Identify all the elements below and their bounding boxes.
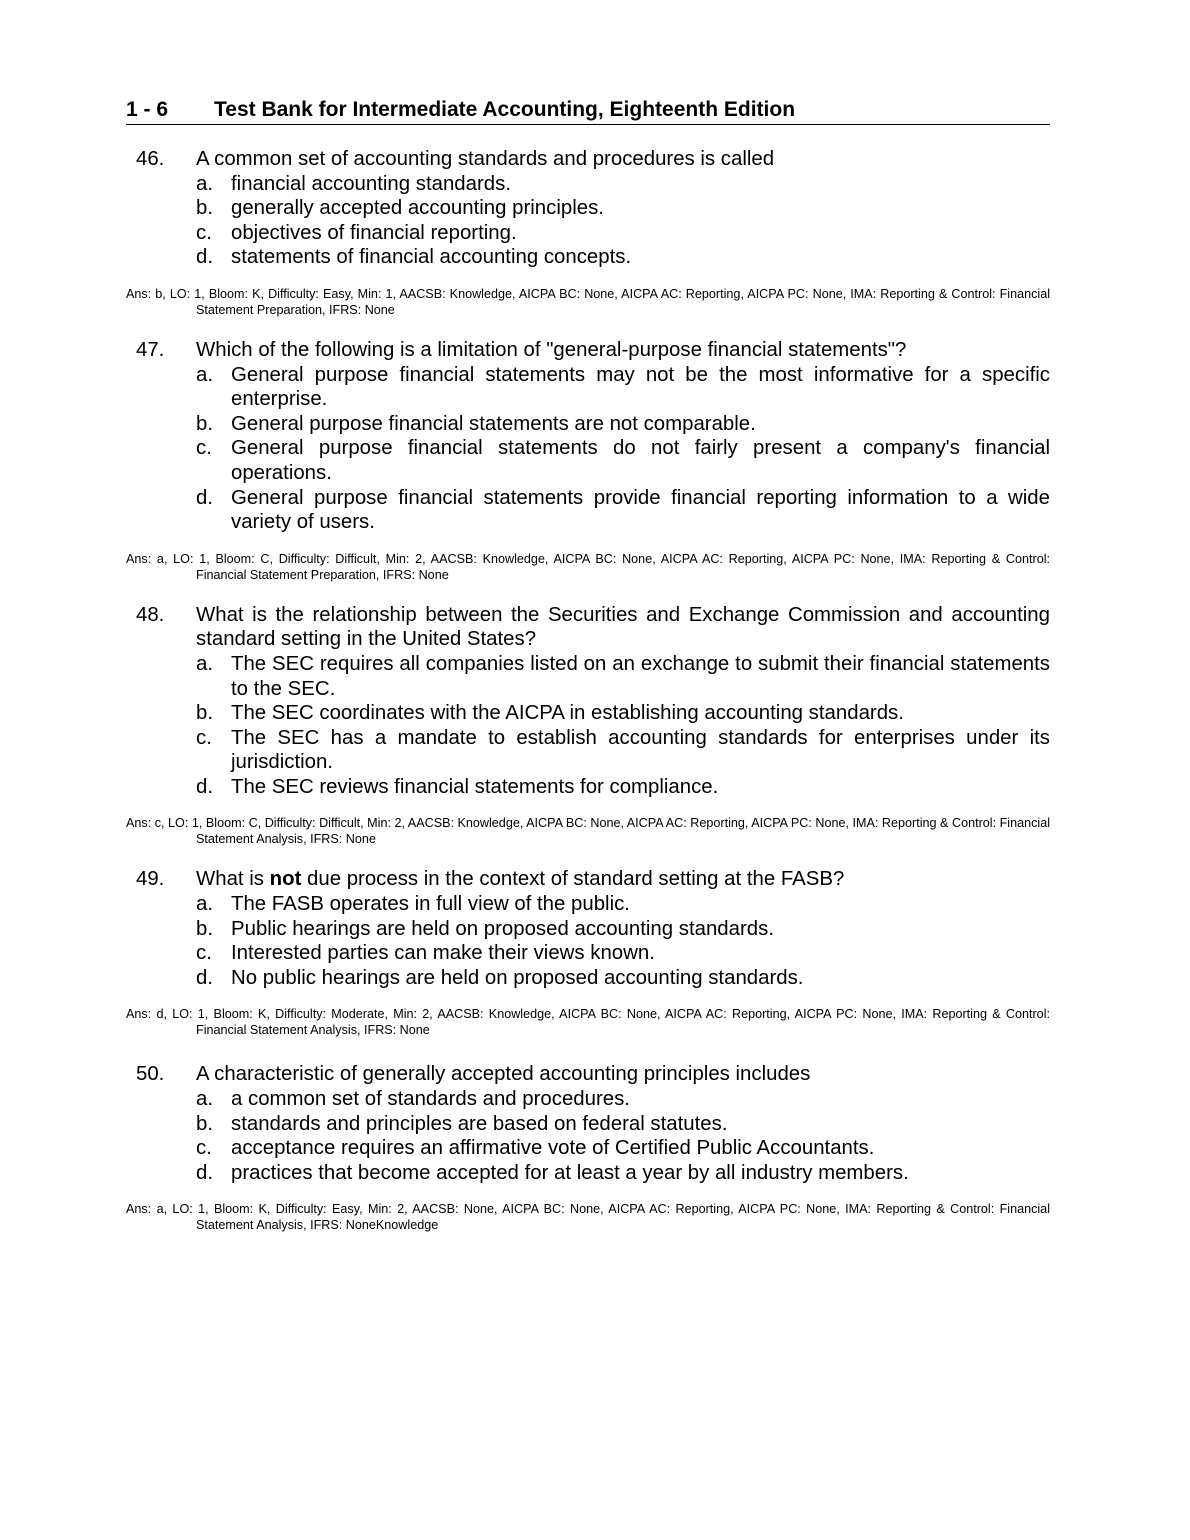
answer-options: [196, 172, 1050, 270]
option-text: General purpose financial statements do not fairly present a company's financial operations.: [231, 437, 1050, 484]
document-page: [126, 97, 1050, 1233]
option-letter: b.: [196, 702, 214, 725]
option-c: [196, 941, 1050, 966]
option-letter: d.: [196, 775, 214, 798]
option-letter: d.: [196, 1161, 214, 1184]
question-46: [126, 147, 1050, 318]
option-b: [196, 196, 1050, 221]
question-number: 50.: [136, 1063, 165, 1086]
answer-options: [196, 363, 1050, 535]
option-text: The SEC coordinates with the AICPA in establishing accounting standards.: [231, 702, 904, 725]
question-number: 47.: [136, 338, 165, 361]
option-a: [196, 172, 1050, 197]
question-text: What is the relationship between the Securities and Exchange Commission and accounting standard setting in the United States?: [196, 603, 1050, 651]
option-text: a common set of standards and procedures.: [231, 1088, 630, 1111]
option-a: [196, 892, 1050, 917]
option-text: statements of financial accounting concepts.: [231, 246, 632, 269]
option-letter: c.: [196, 726, 212, 749]
option-text: The SEC reviews financial statements for compliance.: [231, 775, 719, 798]
option-letter: b.: [196, 197, 214, 220]
question-text: [196, 867, 1050, 892]
option-d: [196, 1161, 1050, 1186]
option-text: standards and principles are based on federal statutes.: [231, 1112, 728, 1135]
option-d: [196, 245, 1050, 270]
question-text-emphasis: not: [269, 868, 302, 891]
option-letter: a.: [196, 1088, 214, 1111]
option-d: [196, 486, 1050, 535]
option-text: The FASB operates in full view of the public.: [231, 893, 630, 916]
option-text: acceptance requires an affirmative vote of Certified Public Accountants.: [231, 1137, 875, 1160]
option-b: [196, 412, 1050, 437]
question-number: 49.: [136, 868, 165, 891]
option-a: [196, 1087, 1050, 1112]
page-number: 1 - 6: [126, 98, 169, 121]
question-text-post: due process in the context of standard setting at the FASB?: [301, 868, 845, 891]
option-text: General purpose financial statements may not be the most informative for a specific enterprise.: [231, 363, 1050, 411]
option-b: [196, 917, 1050, 942]
question-text: A common set of accounting standards and procedures is called: [196, 148, 775, 170]
question-49: [126, 867, 1050, 1038]
answer-metadata: Ans: c, LO: 1, Bloom: C, Difficulty: Difficult, Min: 2, AACSB: Knowledge, AICPA BC: None, AICPA AC: Reporting, AICPA PC: None, IMA: Reporting & Control: Financial Statement Analysis, IFRS: None: [126, 816, 1050, 847]
option-c: [196, 726, 1050, 775]
page-title: Test Bank for Intermediate Accounting, Eighteenth Edition: [214, 98, 796, 121]
question-text: Which of the following is a limitation of "general-purpose financial statements"?: [196, 338, 907, 361]
answer-options: [196, 892, 1050, 990]
option-letter: b.: [196, 1112, 214, 1135]
option-letter: c.: [196, 942, 212, 965]
option-letter: a.: [196, 893, 214, 916]
option-letter: d.: [196, 966, 214, 989]
question-47: [126, 338, 1050, 583]
option-letter: a.: [196, 363, 214, 386]
option-text: The SEC requires all companies listed on an exchange to submit their financial statements to the SEC.: [231, 652, 1050, 700]
option-letter: c.: [196, 1137, 212, 1160]
answer-options: [196, 652, 1050, 800]
option-a: [196, 363, 1050, 412]
option-letter: d.: [196, 486, 214, 509]
option-text: No public hearings are held on proposed accounting standards.: [231, 966, 804, 989]
page-header: [126, 97, 1050, 125]
question-48: [126, 603, 1050, 848]
option-letter: a.: [196, 652, 214, 675]
option-d: [196, 775, 1050, 800]
option-text: The SEC has a mandate to establish accounting standards for enterprises under its jurisdiction.: [231, 726, 1050, 774]
option-b: [196, 1112, 1050, 1137]
option-text: General purpose financial statements are not comparable.: [231, 412, 756, 435]
option-d: [196, 966, 1050, 991]
option-text: generally accepted accounting principles.: [231, 197, 604, 220]
question-50: [126, 1062, 1050, 1233]
option-letter: b.: [196, 412, 214, 435]
option-letter: b.: [196, 917, 214, 940]
option-b: [196, 701, 1050, 726]
option-letter: c.: [196, 437, 212, 460]
answer-metadata: Ans: b, LO: 1, Bloom: K, Difficulty: Easy, Min: 1, AACSB: Knowledge, AICPA BC: None, AICPA AC: Reporting, AICPA PC: None, IMA: Reporting & Control: Financial Statement Preparation, IFRS: None: [126, 286, 1050, 317]
option-text: financial accounting standards.: [231, 172, 511, 195]
question-text-pre: What is: [196, 868, 270, 891]
option-c: [196, 436, 1050, 485]
answer-metadata: Ans: a, LO: 1, Bloom: C, Difficulty: Difficult, Min: 2, AACSB: Knowledge, AICPA BC: None, AICPA AC: Reporting, AICPA PC: None, IMA: Reporting & Control: Financial Statement Preparation, IFRS: None: [126, 551, 1050, 582]
option-letter: d.: [196, 246, 214, 269]
option-c: [196, 221, 1050, 246]
question-text: A characteristic of generally accepted accounting principles includes: [196, 1063, 811, 1086]
option-letter: c.: [196, 221, 212, 244]
answer-metadata: Ans: a, LO: 1, Bloom: K, Difficulty: Easy, Min: 2, AACSB: None, AICPA BC: None, AICPA AC: Reporting, AICPA PC: None, IMA: Reporting & Control: Financial Statement Analysis, IFRS: NoneKnowledge: [126, 1202, 1050, 1233]
option-text: Interested parties can make their views known.: [231, 942, 655, 965]
answer-metadata: Ans: d, LO: 1, Bloom: K, Difficulty: Moderate, Min: 2, AACSB: Knowledge, AICPA BC: None, AICPA AC: Reporting, AICPA PC: None, IMA: Reporting & Control: Financial Statement Analysis, IFRS: None: [126, 1007, 1050, 1038]
option-text: objectives of financial reporting.: [231, 221, 517, 244]
option-c: [196, 1136, 1050, 1161]
option-text: practices that become accepted for at least a year by all industry members.: [231, 1161, 909, 1184]
question-number: 48.: [136, 603, 165, 626]
answer-options: [196, 1087, 1050, 1185]
option-text: General purpose financial statements provide financial reporting information to a wide variety of users.: [231, 486, 1050, 534]
option-a: [196, 652, 1050, 701]
option-letter: a.: [196, 172, 214, 195]
option-text: Public hearings are held on proposed accounting standards.: [231, 917, 774, 940]
question-number: 46.: [136, 148, 165, 170]
